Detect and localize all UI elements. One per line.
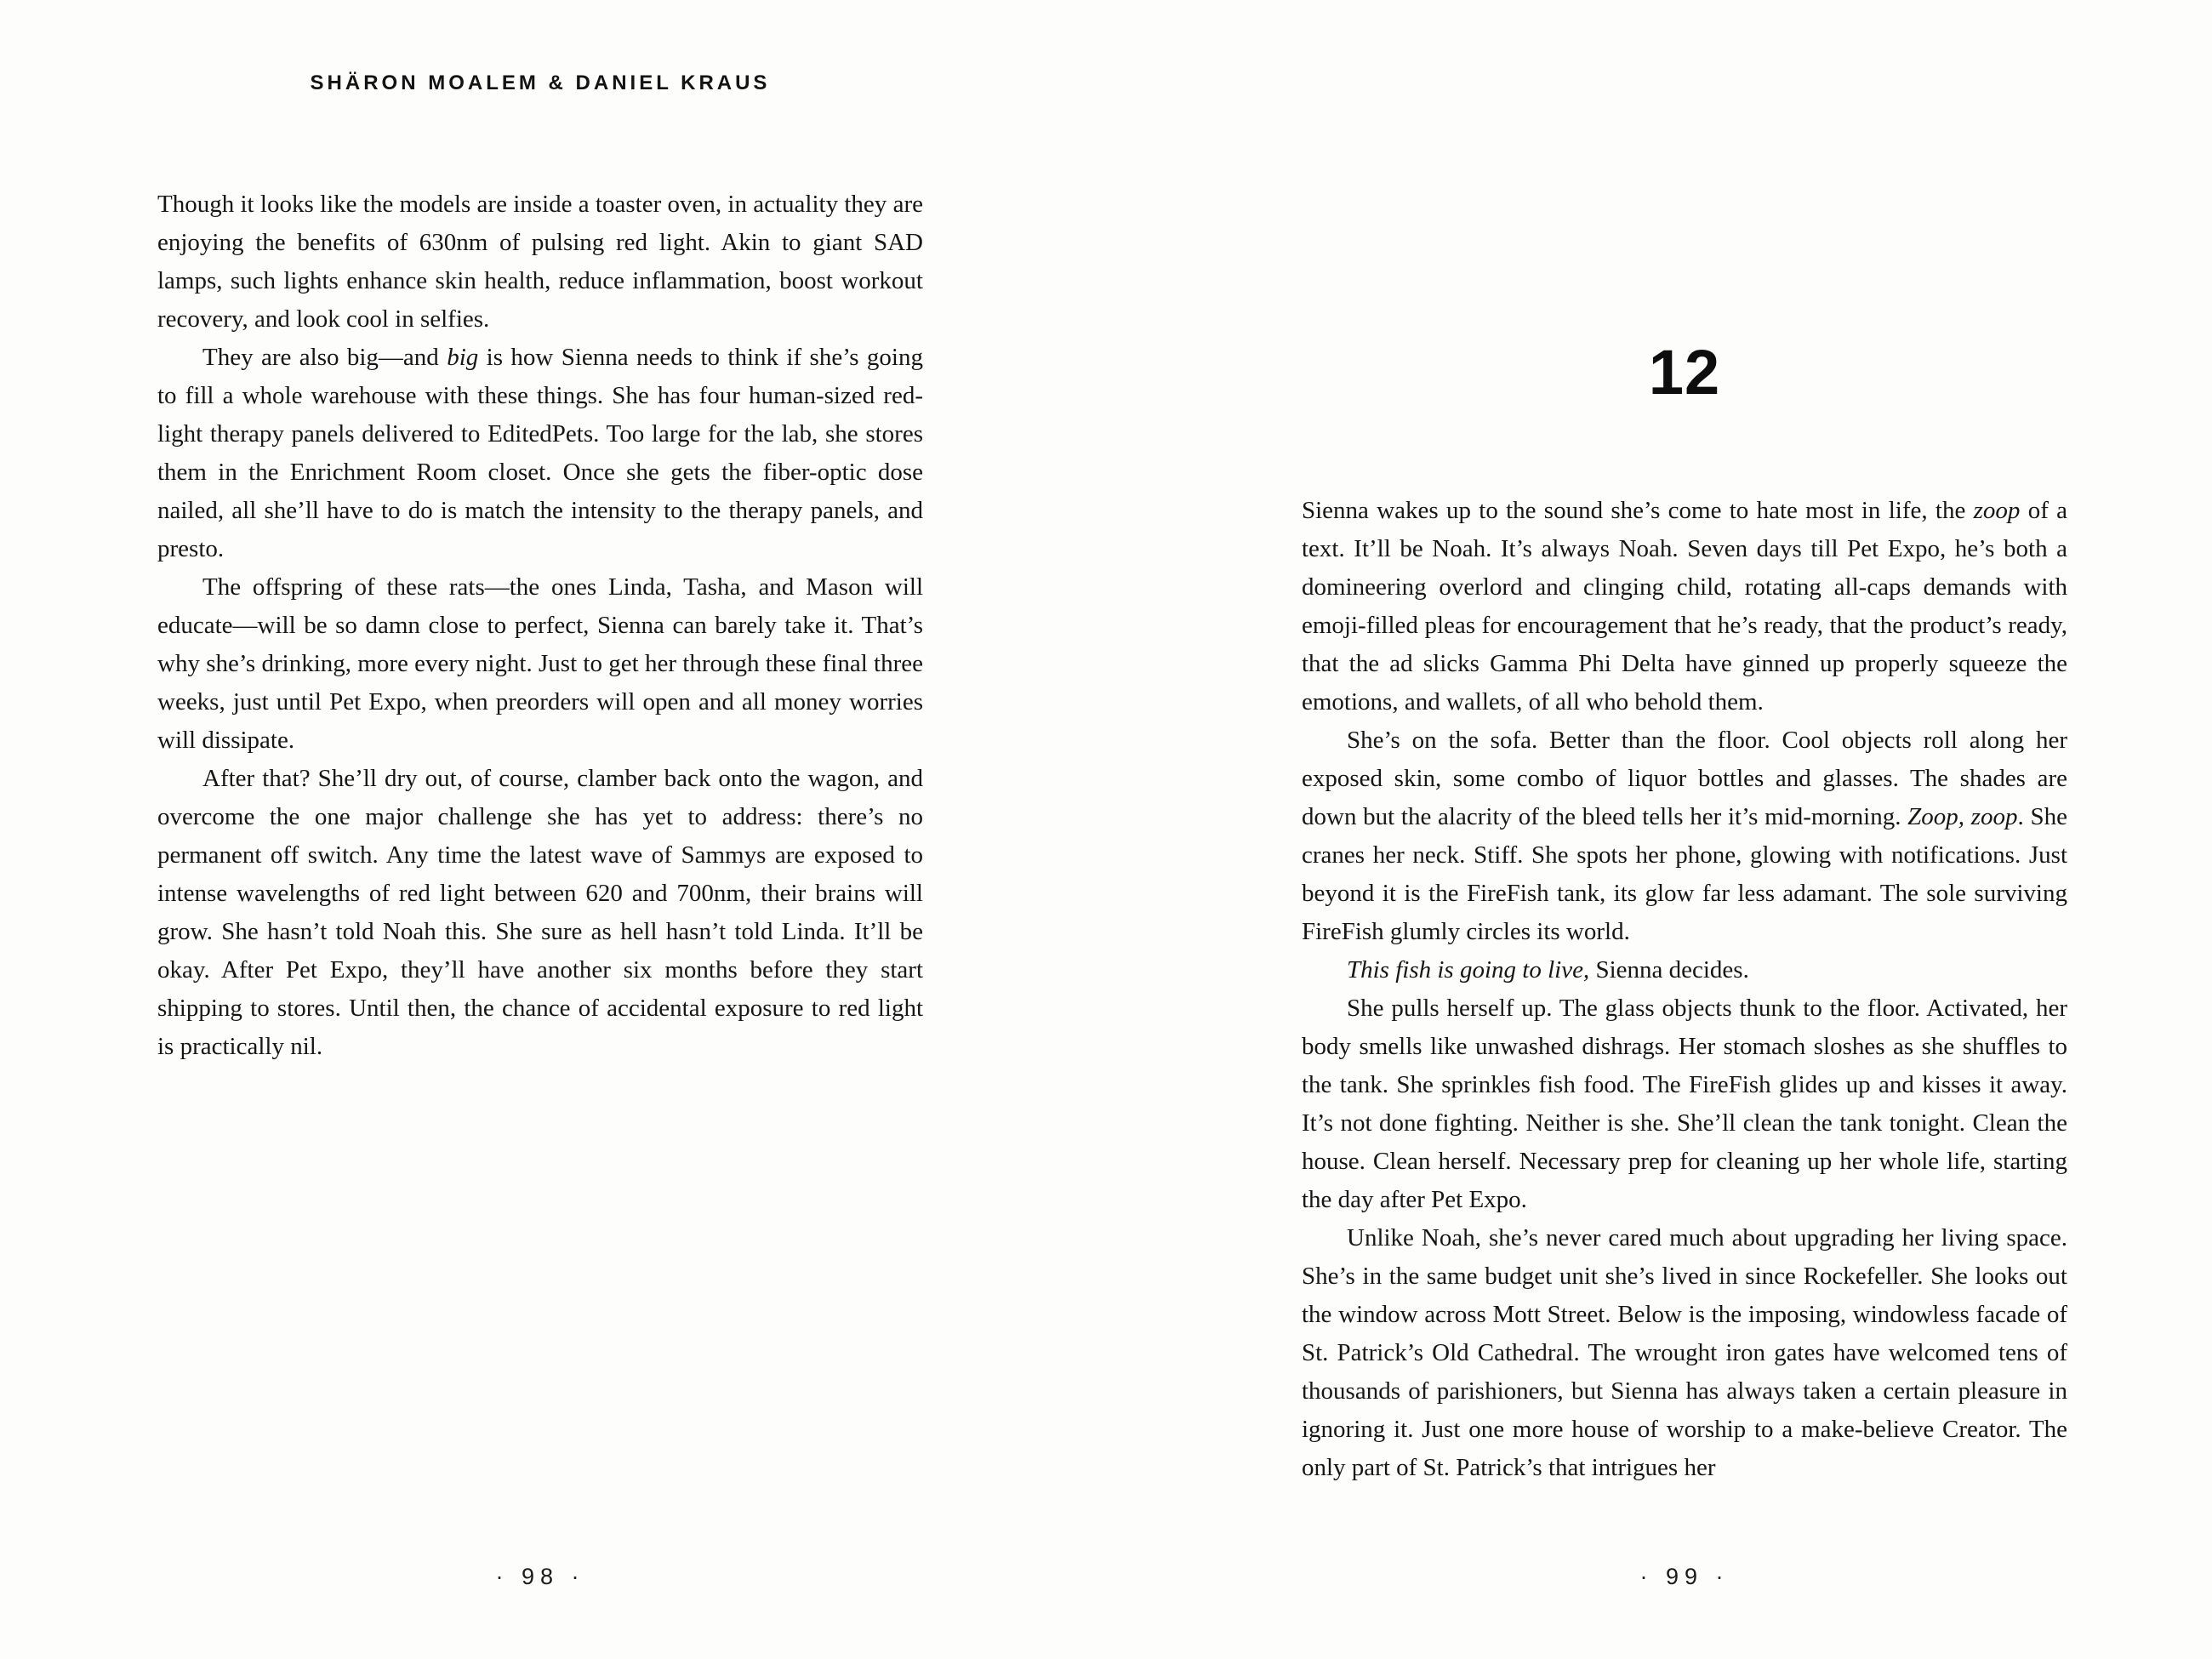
text-run: is how Sienna needs to think if she’s going to fill a whole warehouse with these things. She has four human-sized red-light therapy panels delivered to EditedPets. Too large for the lab, she stores them in the Enrichment Room closet. Once she gets the fiber-optic dose nailed, all she’ll have to do is match the intensity to the therapy panels, and presto. (157, 344, 923, 562)
left-page-number: · 98 · (495, 1564, 585, 1589)
text-run: The offspring of these rats—the ones Linda, Tasha, and Mason will educate—will be so damn close to perfect, Sienna can barely take it. That’s why she’s drinking, more every night. Just to get her through these final three weeks, just until Pet Expo, when preorders will open and all money worries will dissipate. (157, 573, 923, 754)
italic-text: This fish is going to live, (1347, 956, 1590, 983)
paragraph (1302, 721, 2067, 951)
text-run: She pulls herself up. The glass objects thunk to the floor. Activated, her body smells like unwashed dishrags. Her stomach sloshes as she shuffles to the tank. She sprinkles fish food. The FireFish glides up and kisses it away. It’s not done fighting. Neither is she. She’ll clean the tank tonight. Clean the house. Clean herself. Necessary prep for cleaning up her whole life, starting the day after Pet Expo. (1302, 995, 2067, 1213)
italic-text: Zoop, zoop (1907, 803, 2018, 830)
paragraph (157, 185, 923, 339)
text-run: Though it looks like the models are inside a toaster oven, in actuality they are enjoying the benefits of 630nm of pulsing red light. Akin to giant SAD lamps, such lights enhance skin health, reduce inflammation, boost workout recovery, and look cool in selfies. (157, 191, 923, 333)
paragraph (157, 339, 923, 568)
right-page-body (1302, 492, 2067, 1487)
text-run: Sienna wakes up to the sound she’s come to hate most in life, the (1302, 497, 1974, 524)
text-run: of a text. It’ll be Noah. It’s always Noah. Seven days till Pet Expo, he’s both a domineering overlord and clinging child, rotating all-caps demands with emoji-filled pleas for encouragement that he’s ready, that the product’s ready, that the ad slicks Gamma Phi Delta have ginned up properly squeeze the emotions, and wallets, of all who behold them. (1302, 497, 2068, 715)
chapter-number: 12 (1648, 337, 1721, 408)
paragraph (1302, 989, 2067, 1219)
text-run: Unlike Noah, she’s never cared much about upgrading her living space. She’s in the same budget unit she’s lived in since Rockefeller. She looks out the window across Mott Street. Below is the imposing, windowless facade of St. Patrick’s Old Cathedral. The wrought iron gates have welcomed tens of thousands of parishioners, but Sienna has always taken a certain pleasure in ignoring it. Just one more house of worship to a make-believe Creator. The only part of St. Patrick’s that intrigues her (1302, 1224, 2067, 1481)
paragraph (157, 568, 923, 760)
paragraph (1302, 1219, 2067, 1487)
left-page-body (157, 185, 923, 1066)
paragraph (1302, 951, 2067, 989)
paragraph (157, 760, 923, 1066)
text-run: She’s on the sofa. Better than the floor. Cool objects roll along her exposed skin, some combo of liquor bottles and glasses. The shades are down but the alacrity of the bleed tells her it’s mid-morning. (1302, 727, 2067, 830)
page-right (1106, 0, 2212, 1659)
text-run: They are also big—and (202, 344, 448, 371)
text-run: After that? She’ll dry out, of course, clamber back onto the wagon, and overcome the one major challenge she has yet to address: there’s no permanent off switch. Any time the latest wave of Sammys are exposed to intense wavelengths of red light between 620 and 700nm, their brains will grow. She hasn’t told Noah this. She sure as hell hasn’t told Linda. It’ll be okay. After Pet Expo, they’ll have another six months before they start shipping to stores. Until then, the chance of accidental exposure to red light is practically nil. (157, 765, 923, 1060)
text-run: . She cranes her neck. Stiff. She spots her phone, glowing with notifications. Just beyond it is the FireFish tank, its glow far less adamant. The sole surviving FireFish glumly circles its world. (1302, 803, 2067, 945)
text-run: Sienna decides. (1589, 956, 1749, 983)
running-head: SHÄRON MOALEM & DANIEL KRAUS (310, 71, 771, 94)
italic-text: big (447, 344, 479, 371)
right-page-number: · 99 · (1639, 1564, 1730, 1589)
italic-text: zoop (1973, 497, 2021, 524)
paragraph (1302, 492, 2067, 721)
